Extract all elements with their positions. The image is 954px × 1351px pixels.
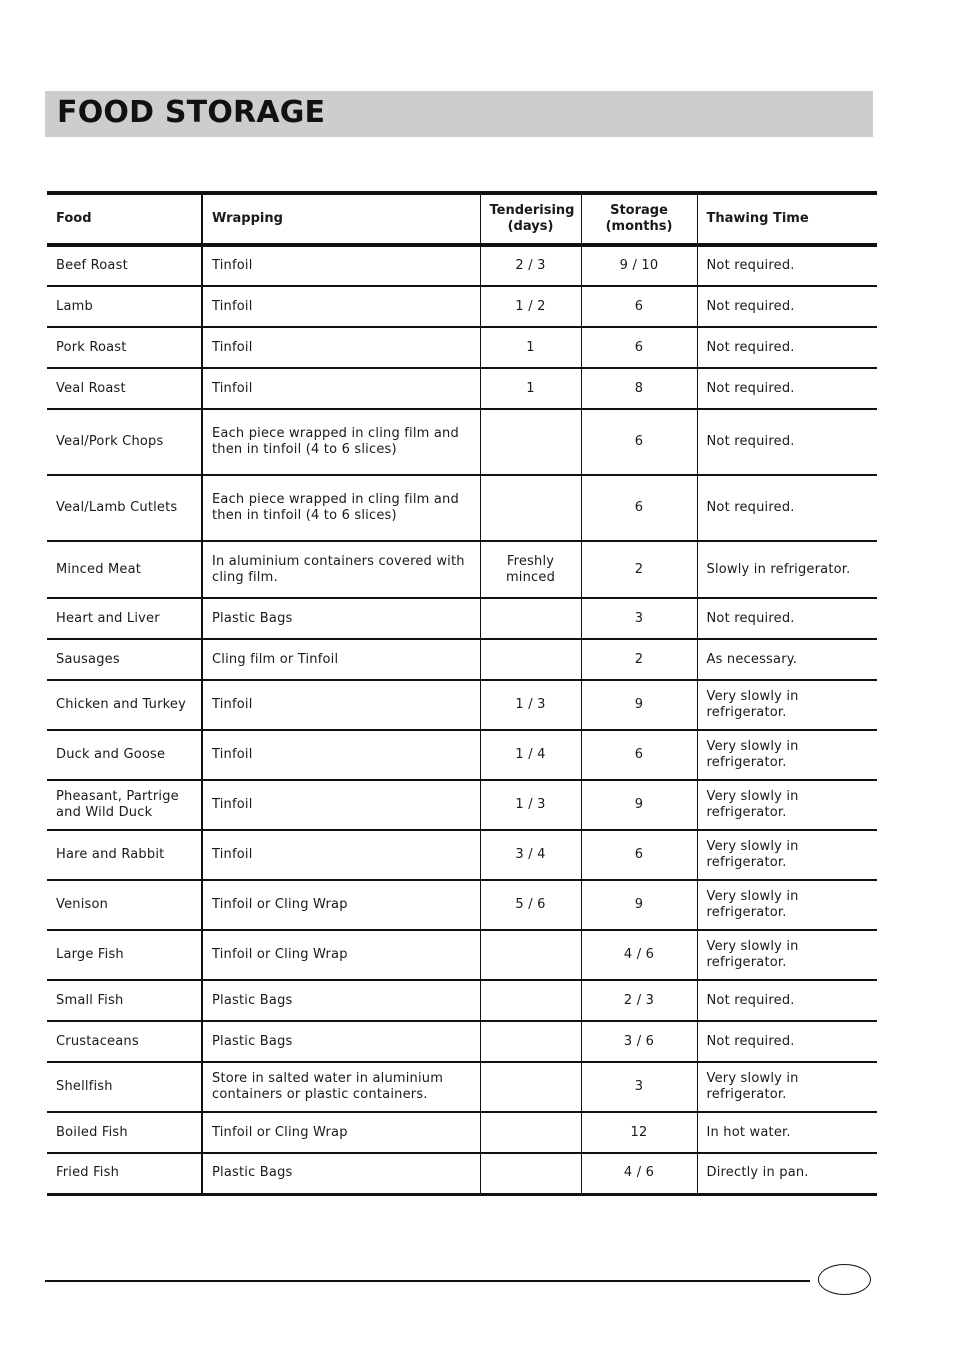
footer-rule (45, 1280, 810, 1282)
cell-thawing: Not required. (697, 475, 877, 541)
cell-storage: 6 (581, 327, 697, 368)
cell-thawing: In hot water. (697, 1112, 877, 1153)
header-storage (581, 193, 697, 245)
cell-food: Veal/Lamb Cutlets (56, 500, 178, 515)
cell-thawing: As necessary. (697, 639, 877, 680)
cell-storage: 6 (581, 730, 697, 780)
food-storage-table (47, 191, 877, 1196)
cell-wrapping: Plastic Bags (202, 598, 480, 639)
cell-wrapping: Tinfoil (202, 327, 480, 368)
table-row (47, 245, 877, 286)
header-food: Food (56, 211, 92, 226)
table-body (47, 245, 877, 1194)
cell-thawing: Very slowly in refrigerator. (697, 730, 877, 780)
cell-tenderising (480, 930, 581, 980)
table-row (47, 880, 877, 930)
cell-tenderising (480, 1112, 581, 1153)
cell-storage: 3 / 6 (581, 1021, 697, 1062)
cell-storage: 3 (581, 1062, 697, 1112)
cell-storage: 6 (581, 409, 697, 475)
cell-thawing: Not required. (697, 245, 877, 286)
cell-wrapping: Plastic Bags (202, 1153, 480, 1194)
cell-tenderising (480, 1062, 581, 1112)
cell-food: Duck and Goose (56, 747, 166, 762)
cell-storage: 6 (581, 830, 697, 880)
cell-thawing: Not required. (697, 980, 877, 1021)
cell-storage: 9 (581, 880, 697, 930)
cell-wrapping: Tinfoil (202, 368, 480, 409)
header-tenderising-line2: (days) (507, 219, 554, 234)
cell-thawing: Very slowly in refrigerator. (697, 830, 877, 880)
cell-thawing: Not required. (697, 327, 877, 368)
cell-wrapping: Tinfoil (202, 245, 480, 286)
cell-storage: 4 / 6 (581, 930, 697, 980)
cell-storage: 3 (581, 598, 697, 639)
cell-food: Sausages (56, 651, 120, 667)
cell-tenderising (480, 980, 581, 1021)
table-row (47, 1021, 877, 1062)
table-row (47, 541, 877, 598)
table-row (47, 286, 877, 327)
cell-thawing: Not required. (697, 409, 877, 475)
cell-wrapping: Tinfoil or Cling Wrap (202, 930, 480, 980)
table-row (47, 409, 877, 475)
table-row (47, 730, 877, 780)
table-row (47, 1153, 877, 1194)
cell-tenderising: 1 (480, 327, 581, 368)
table-row (47, 639, 877, 680)
table-row (47, 1112, 877, 1153)
cell-thawing: Very slowly in refrigerator. (697, 1062, 877, 1112)
cell-food: Pork Roast (56, 339, 127, 355)
header-wrapping: Wrapping (202, 193, 480, 245)
table-row (47, 780, 877, 830)
cell-tenderising (480, 1153, 581, 1194)
cell-storage: 9 / 10 (581, 245, 697, 286)
cell-storage: 12 (581, 1112, 697, 1153)
cell-food: Heart and Liver (56, 610, 160, 626)
page-title: FOOD STORAGE (57, 95, 326, 130)
cell-thawing: Not required. (697, 598, 877, 639)
cell-food: Venison (56, 897, 109, 912)
table-row (47, 475, 877, 541)
cell-wrapping: Plastic Bags (202, 1021, 480, 1062)
cell-food: Boiled Fish (56, 1124, 128, 1140)
cell-food: Pheasant, Partrige and Wild Duck (56, 789, 179, 820)
page-number-oval (818, 1264, 871, 1295)
cell-storage: 6 (581, 286, 697, 327)
cell-tenderising (480, 409, 581, 475)
cell-wrapping: Tinfoil (202, 780, 480, 830)
cell-tenderising: 1 / 4 (480, 730, 581, 780)
cell-storage: 6 (581, 475, 697, 541)
header-thawing: Thawing Time (697, 193, 877, 245)
cell-tenderising (480, 598, 581, 639)
cell-wrapping: Each piece wrapped in cling film and then in tinfoil (4 to 6 slices) (202, 409, 480, 475)
cell-food: Beef Roast (56, 258, 128, 273)
cell-tenderising: 1 (480, 368, 581, 409)
cell-tenderising: 1 / 2 (480, 286, 581, 327)
cell-tenderising: 5 / 6 (480, 880, 581, 930)
cell-tenderising (480, 475, 581, 541)
cell-wrapping: Tinfoil or Cling Wrap (202, 1112, 480, 1153)
cell-wrapping: In aluminium containers covered with cling film. (202, 541, 480, 598)
table-row (47, 327, 877, 368)
cell-tenderising (480, 639, 581, 680)
cell-tenderising (480, 1021, 581, 1062)
header-tenderising (480, 193, 581, 245)
cell-wrapping: Tinfoil (202, 730, 480, 780)
table-header-row (47, 193, 877, 245)
cell-food: Chicken and Turkey (56, 697, 187, 712)
cell-thawing: Not required. (697, 1021, 877, 1062)
cell-wrapping: Tinfoil or Cling Wrap (202, 880, 480, 930)
cell-food: Veal Roast (56, 380, 126, 396)
cell-wrapping: Store in salted water in aluminium containers or plastic containers. (202, 1062, 480, 1112)
cell-food: Minced Meat (56, 561, 142, 577)
header-tenderising-line1: Tenderising (489, 203, 575, 218)
cell-food: Crustaceans (56, 1033, 139, 1049)
table-row (47, 980, 877, 1021)
cell-food: Large Fish (56, 947, 124, 962)
cell-food: Shellfish (56, 1079, 113, 1094)
table-row (47, 830, 877, 880)
table-row (47, 368, 877, 409)
cell-food: Lamb (56, 298, 93, 314)
cell-wrapping: Tinfoil (202, 680, 480, 730)
cell-tenderising: 2 / 3 (480, 245, 581, 286)
cell-food: Veal/Pork Chops (56, 434, 164, 449)
cell-tenderising: 3 / 4 (480, 830, 581, 880)
cell-thawing: Directly in pan. (697, 1153, 877, 1194)
cell-storage: 9 (581, 680, 697, 730)
table-row (47, 1062, 877, 1112)
header-storage-line1: Storage (610, 203, 668, 218)
cell-thawing: Not required. (697, 286, 877, 327)
cell-food: Fried Fish (56, 1165, 120, 1181)
cell-wrapping: Plastic Bags (202, 980, 480, 1021)
cell-thawing: Very slowly in refrigerator. (697, 780, 877, 830)
cell-tenderising: Freshly minced (480, 541, 581, 598)
cell-storage: 2 (581, 541, 697, 598)
cell-storage: 4 / 6 (581, 1153, 697, 1194)
cell-thawing: Very slowly in refrigerator. (697, 930, 877, 980)
table-row (47, 680, 877, 730)
cell-thawing: Very slowly in refrigerator. (697, 880, 877, 930)
cell-storage: 9 (581, 780, 697, 830)
cell-thawing: Very slowly in refrigerator. (697, 680, 877, 730)
cell-tenderising: 1 / 3 (480, 680, 581, 730)
cell-storage: 2 / 3 (581, 980, 697, 1021)
cell-wrapping: Each piece wrapped in cling film and then in tinfoil (4 to 6 slices) (202, 475, 480, 541)
cell-tenderising: 1 / 3 (480, 780, 581, 830)
cell-wrapping: Tinfoil (202, 830, 480, 880)
cell-food: Hare and Rabbit (56, 847, 165, 862)
cell-thawing: Not required. (697, 368, 877, 409)
cell-wrapping: Cling film or Tinfoil (202, 639, 480, 680)
cell-wrapping: Tinfoil (202, 286, 480, 327)
table-row (47, 598, 877, 639)
cell-storage: 2 (581, 639, 697, 680)
cell-storage: 8 (581, 368, 697, 409)
header-storage-line2: (months) (605, 219, 673, 234)
table-row (47, 930, 877, 980)
cell-thawing: Slowly in refrigerator. (697, 541, 877, 598)
cell-food: Small Fish (56, 992, 124, 1008)
title-bar (45, 91, 873, 137)
